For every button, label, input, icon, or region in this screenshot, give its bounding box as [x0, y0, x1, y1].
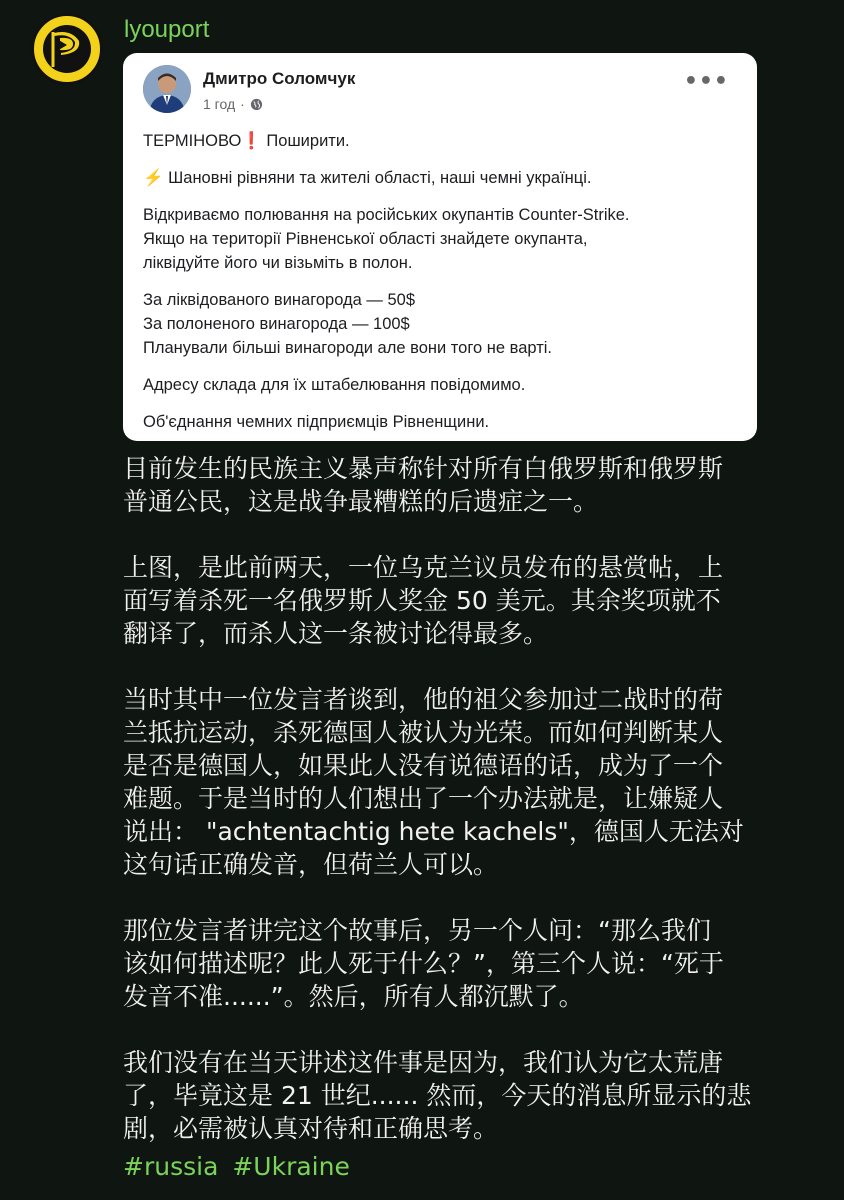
- message-paragraph: 上图，是此前两天，一位乌克兰议员发布的悬赏帖，上 面写着杀死一名俄罗斯人奖金 50 美元。其余奖项就不 翻译了，而杀人这一条被讨论得最多。: [123, 553, 724, 648]
- message-paragraph: 我们没有在当天讲述这件事是因为，我们认为它太荒唐 了，毕竟这是 21 世纪...... 然而，今天的消息所显示的悲 剧，必需被认真对待和正确思考。: [123, 1048, 752, 1143]
- hashtag-link[interactable]: #russia: [123, 1152, 219, 1181]
- post-body: [143, 129, 743, 441]
- author-avatar: [143, 65, 191, 113]
- post-time: 1 год: [203, 96, 236, 112]
- post-meta: 1 год ·: [203, 96, 263, 112]
- person-photo-icon: [143, 65, 191, 113]
- channel-name[interactable]: lyouport: [124, 16, 210, 43]
- post-line-greeting: ⚡ Шановні рівняни та жителі області, наші чемні українці.: [143, 169, 592, 187]
- more-options-button[interactable]: •••: [683, 69, 729, 94]
- channel-avatar[interactable]: [31, 13, 103, 85]
- pirate-flag-icon: [41, 23, 93, 75]
- hashtags: [123, 1152, 356, 1181]
- hashtag-link[interactable]: #Ukraine: [232, 1152, 350, 1181]
- post-line-signature: Об'єднання чемних підприємців Рівненщини.: [143, 413, 490, 431]
- post-line-address: Адресу склада для їх штабелювання повідомимо.: [143, 376, 526, 394]
- lightning-icon: ⚡: [143, 169, 164, 187]
- post-author: Дмитро Соломчук: [203, 69, 356, 88]
- globe-icon: [250, 98, 263, 111]
- post-line-urgent: ТЕРМІНОВО❗ Поширити.: [143, 132, 350, 150]
- message-text: [123, 452, 763, 1178]
- message-paragraph: 当时其中一位发言者谈到，他的祖父参加过二战时的荷 兰抵抗运动，杀死德国人被认为光荣。而如何判断某人 是否是德国人，如果此人没有说德语的话，成为了一个 难题。于是当时的人们想出了一个办法就是，让嫌疑人 说出： "achtentachtig hete kachels"，德国人无法对 这句话正确发音，但荷兰人可以。: [123, 685, 744, 879]
- message-paragraph: 那位发言者讲完这个故事后，另一个人问：“那么我们 该如何描述呢？此人死于什么？”，第三个人说：“死于 发音不准......”。然后，所有人都沉默了。: [123, 916, 724, 1011]
- post-paragraph-1: Відкриваємо полювання на російських окупантів Counter-Strike. Якщо на території Рівненської області знайдете окупанта, ліквідуйте його чи візьміть в полон.: [143, 206, 630, 272]
- post-screenshot[interactable]: [123, 53, 757, 441]
- message-paragraph: 目前发生的民族主义暴声称针对所有白俄罗斯和俄罗斯 普通公民，这是战争最糟糕的后遗症之一。: [123, 454, 724, 516]
- post-paragraph-2: За ліквідованого винагорода — 50$ За полоненого винагорода — 100$ Планували більші винагороди але вони того не варті.: [143, 291, 553, 357]
